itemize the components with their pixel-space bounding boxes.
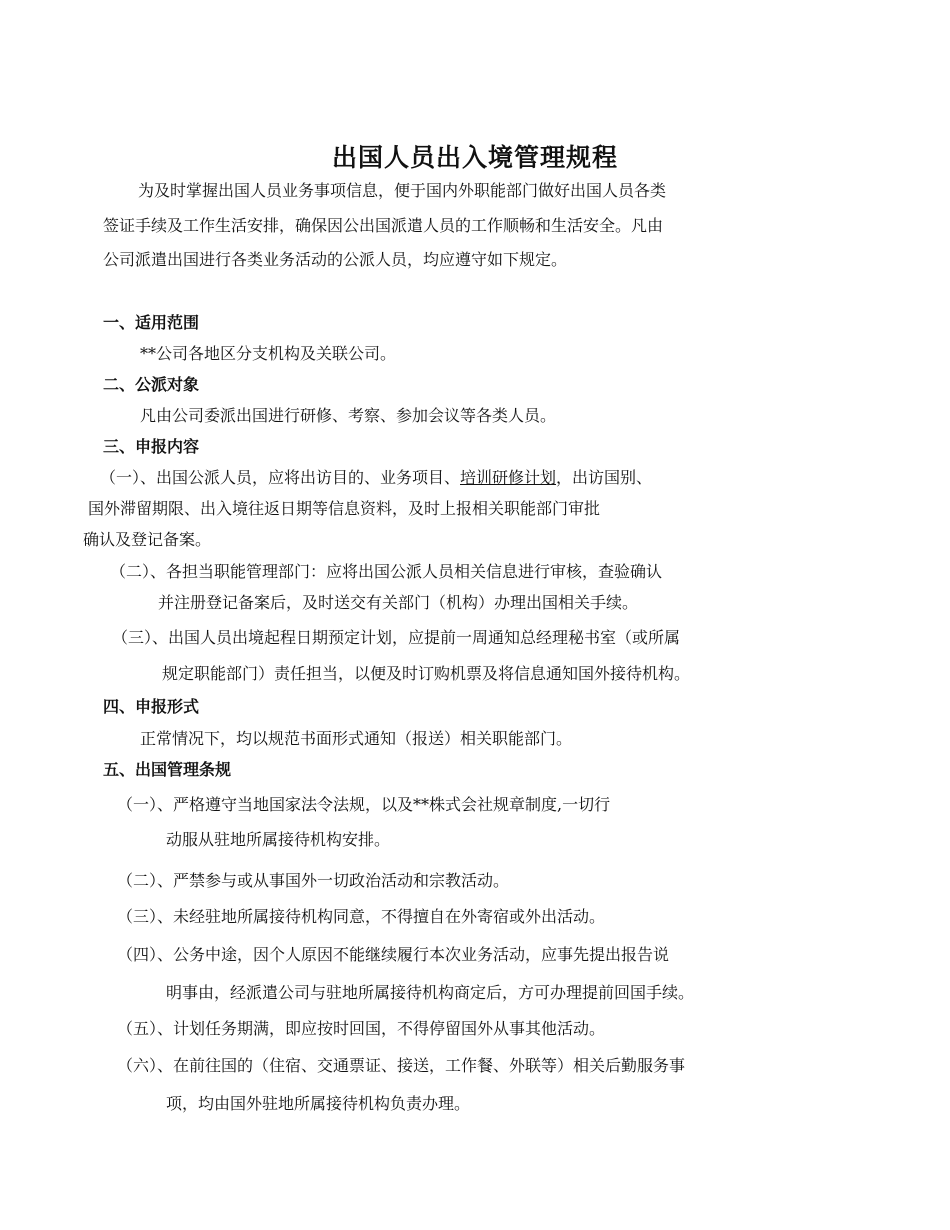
report-item-3-line-2: 规定职能部门）责任担当，以便及时订购机票及将信息通知国外接待机构。 (162, 664, 691, 683)
rule-item-2: （二）、严禁参与或从事国外一切政治活动和宗教活动。 (117, 871, 510, 890)
section-heading-report-form: 四、申报形式 (103, 697, 200, 716)
document-title: 出国人员出入境管理规程 (331, 143, 618, 172)
report-item-1-text-post: ，出访国别、 (556, 468, 653, 487)
report-item-2-line-1: （二）、各担当职能管理部门：应将出国公派人员相关信息进行审核，查验确认 (110, 562, 663, 581)
report-item-1-line-1 (100, 468, 652, 488)
report-item-1-line-2: 国外滞留期限、出入境往返日期等信息资料，及时上报相关职能部门审批 (88, 499, 601, 518)
section-heading-scope: 一、适用范围 (103, 313, 200, 332)
rule-item-1-line-2: 动服从驻地所属接待机构安排。 (166, 830, 391, 849)
rule-item-4-line-1: （四）、公务中途，因个人原因不能继续履行本次业务活动，应事先提出报告说 (117, 945, 670, 964)
section-heading-target: 二、公派对象 (103, 375, 200, 394)
intro-line-2: 签证手续及工作生活安排，确保因公出国派遣人员的工作顺畅和生活安全。凡由 (103, 216, 664, 235)
rule-item-4-line-2: 明事由，经派遣公司与驻地所属接待机构商定后，方可办理提前回国手续。 (166, 983, 695, 1002)
rule-item-5: （五）、计划任务期满，即应按时回国，不得停留国外从事其他活动。 (117, 1019, 606, 1038)
intro-line-3: 公司派遣出国进行各类业务活动的公派人员，均应遵守如下规定。 (103, 250, 568, 269)
report-item-1-text-pre: （一）、出国公派人员，应将出访目的、业务项目、 (100, 468, 461, 487)
section-heading-report-content: 三、申报内容 (103, 437, 200, 456)
intro-line-1: 为及时掌握出国人员业务事项信息，便于国内外职能部门做好出国人员各类 (138, 181, 667, 200)
report-item-3-line-1: （三）、出国人员出境起程日期预定计划，应提前一周通知总经理秘书室（或所属 (112, 628, 681, 647)
rule-item-6-line-1: （六）、在前往国的（住宿、交通票证、接送，工作餐、外联等）相关后勤服务事 (117, 1056, 686, 1075)
report-item-1-line-3: 确认及登记备案。 (83, 530, 212, 549)
section-body-scope: **公司各地区分支机构及关联公司。 (140, 344, 397, 363)
section-heading-regulations: 五、出国管理条规 (103, 760, 232, 779)
report-item-2-line-2: 并注册登记备案后，及时送交有关部门（机构）办理出国相关手续。 (158, 593, 639, 612)
rule-item-3: （三）、未经驻地所属接待机构同意，不得擅自在外寄宿或外出活动。 (117, 907, 606, 926)
section-body-target: 凡由公司委派出国进行研修、考察、参加会议等各类人员。 (140, 406, 557, 425)
rule-item-1-line-1: （一）、严格遵守当地国家法令法规，以及**株式会社规章制度,一切行 (117, 795, 611, 814)
section-body-report-form: 正常情况下，均以规范书面形式通知（报送）相关职能部门。 (140, 729, 573, 748)
training-plan-link[interactable]: 培训研修计划 (460, 468, 557, 487)
rule-item-6-line-2: 项，均由国外驻地所属接待机构负责办理。 (166, 1094, 471, 1113)
